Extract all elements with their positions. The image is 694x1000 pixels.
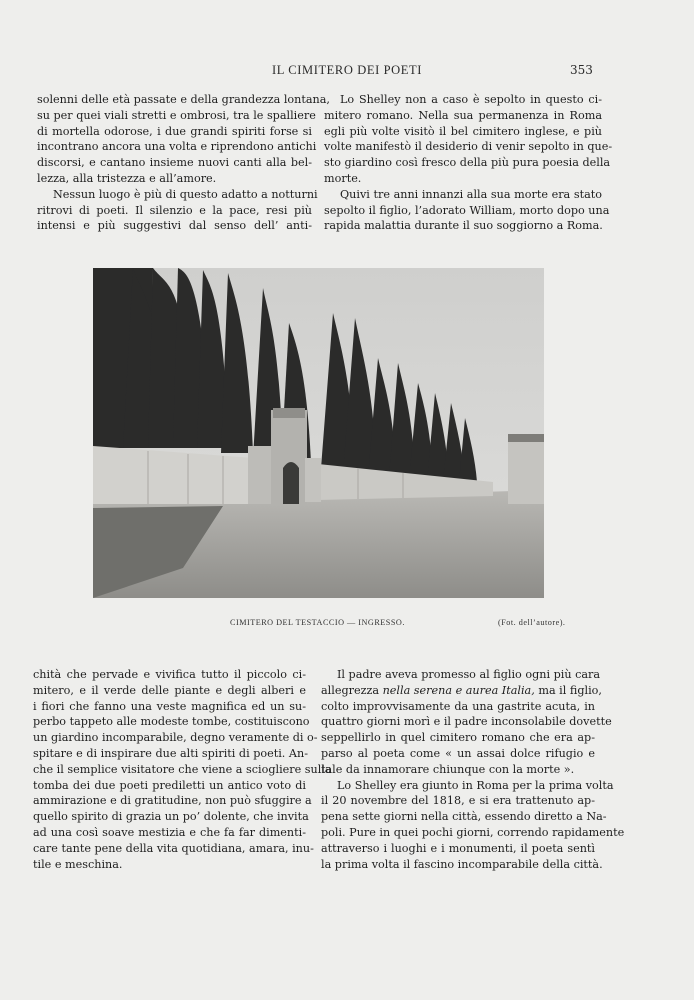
- text-line: ammirazione e di gratitudine, non può sfuggire a: [33, 794, 312, 808]
- text-line: mitero romano. Nella sua permanenza in Roma: [324, 108, 602, 122]
- text-line: egli più volte visitò il bel cimitero inglese, e più: [324, 124, 602, 138]
- text-fragment: ma il figlio,: [534, 683, 602, 697]
- text-line: quattro giorni morì e il padre inconsolabile dovette: [321, 715, 612, 729]
- column-top-left: [37, 92, 330, 234]
- column-bottom-left: [33, 667, 332, 872]
- cemetery-entrance-photo: [93, 268, 544, 598]
- text-line: il 20 novembre del 1818, e si era trattenuto ap-: [321, 794, 595, 808]
- column-bottom-right: [321, 667, 625, 872]
- photo-illustration: [93, 268, 544, 598]
- paragraph: [321, 778, 625, 873]
- text-line: che il semplice visitatore che viene a sciogliere sulla: [33, 762, 332, 776]
- paragraph: [37, 92, 330, 187]
- text-line: attraverso i luoghi e i monumenti, il poeta sentì: [321, 841, 595, 855]
- text-line: solenni delle età passate e della grandezza lontana,: [37, 93, 330, 106]
- paragraph: [33, 667, 332, 872]
- italic-phrase: nella serena e aurea Italia,: [382, 683, 535, 697]
- text-line: parso al poeta come « un assai dolce rifugio e: [321, 746, 595, 760]
- text-line: Lo Shelley era giunto in Roma per la prima volta: [337, 778, 614, 792]
- text-line: tomba dei due poeti prediletti un antico voto di: [33, 778, 306, 792]
- page-number: 353: [570, 63, 593, 77]
- text-line: Quivi tre anni innanzi alla sua morte era stato: [340, 187, 602, 201]
- text-line: sepolto il figlio, l’adorato William, morto dopo una: [324, 203, 610, 217]
- text-line: quello spirito di grazia un po’ dolente, che invita: [33, 810, 309, 824]
- photo-credit: (Fot. dell’autore).: [498, 618, 566, 627]
- text-line: ad una così soave mestizia e che fa far dimenti-: [33, 825, 306, 839]
- running-title: IL CIMITERO DEI POETI: [272, 63, 422, 77]
- text-line: morte.: [324, 171, 362, 185]
- paragraph: [324, 187, 610, 234]
- photo-caption: CIMITERO DEL TESTACCIO — INGRESSO.: [230, 618, 405, 627]
- text-line: colto improvvisamente da una gastrite acuta, in: [321, 699, 595, 713]
- text-line: la prima volta il fascino incomparabile della città.: [321, 857, 603, 871]
- text-line: pena sette giorni nella città, essendo diretto a Na-: [321, 810, 607, 824]
- text-line: incontrano ancora una volta e riprendono antichi: [37, 140, 317, 154]
- column-top-right: [324, 92, 613, 234]
- text-line: ritrovi di poeti. Il silenzio e la pace, resi più: [37, 203, 312, 217]
- text-line: poli. Pure in quei pochi giorni, correndo rapidamente: [321, 825, 625, 839]
- text-line: tile e meschina.: [33, 857, 123, 871]
- text-line: [321, 683, 602, 699]
- text-line: su per quei viali stretti e ombrosi, tra le spalliere: [37, 108, 316, 122]
- text-line: di mortella odorose, i due grandi spiriti forse si: [37, 124, 312, 138]
- paragraph: [321, 667, 612, 778]
- text-line: perbo tappeto alle modeste tombe, costituiscono: [33, 715, 310, 729]
- text-line: discorsi, e cantano insieme nuovi canti alla bel-: [37, 156, 312, 170]
- text-line: seppellirlo in quel cimitero romano che era ap-: [321, 731, 595, 745]
- paragraph: [324, 92, 613, 187]
- text-line: tale da innamorare chiunque con la morte ».: [321, 762, 575, 776]
- text-fragment: allegrezza: [321, 683, 383, 697]
- text-line: lezza, alla tristezza e all’amore.: [37, 171, 217, 185]
- paragraph: [37, 187, 318, 234]
- text-line: rapida malattia durante il suo soggiorno a Roma.: [324, 219, 603, 233]
- text-line: volte manifestò il desiderio di venir sepolto in que-: [324, 140, 613, 154]
- text-line: Nessun luogo è più di questo adatto a notturni: [53, 187, 318, 201]
- text-line: i fiori che fanno una veste magnifica ed un su-: [33, 699, 306, 713]
- text-line: Lo Shelley non a caso è sepolto in questo ci-: [340, 93, 602, 106]
- text-line: intensi e più suggestivi dal senso dell’ anti-: [37, 219, 312, 233]
- text-line: un giardino incomparabile, degno veramente di o-: [33, 731, 318, 745]
- text-line: Il padre aveva promesso al figlio ogni più cara: [337, 668, 601, 681]
- text-line: care tante pene della vita quotidiana, amara, inu-: [33, 841, 314, 855]
- text-line: mitero, e il verde delle piante e degli alberi e: [33, 683, 306, 697]
- running-head: [0, 63, 694, 79]
- text-line: chità che pervade e vivifica tutto il piccolo ci-: [33, 668, 306, 681]
- text-line: spitare e di inspirare due alti spiriti di poeti. An-: [33, 746, 308, 760]
- text-line: sto giardino così fresco della più pura poesia della: [324, 156, 611, 170]
